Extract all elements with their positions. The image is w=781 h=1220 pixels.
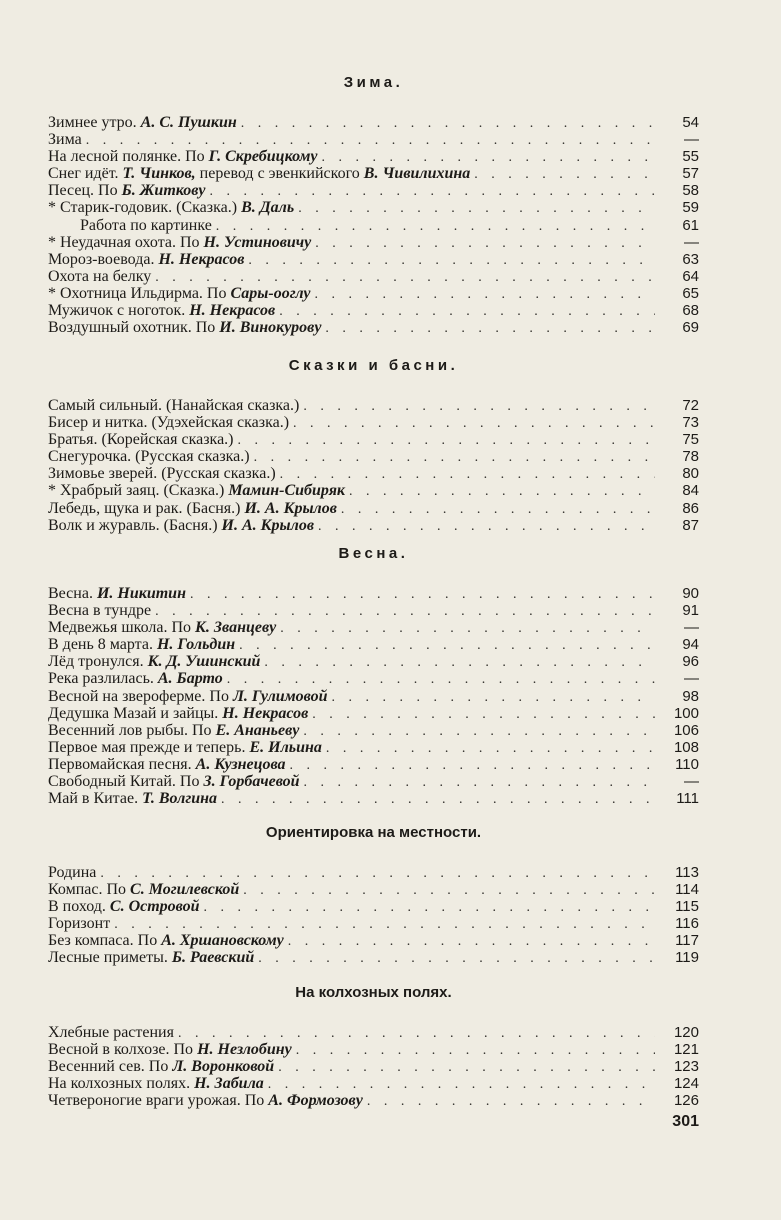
- dot-leader: [86, 132, 655, 149]
- toc-entry: [48, 670, 699, 687]
- entry-page: 110: [675, 755, 699, 773]
- entry-title: [48, 319, 321, 336]
- entry-title: [48, 722, 299, 739]
- entry-title: [48, 482, 345, 499]
- toc-entry: [48, 234, 699, 251]
- entry-text: * Храбрый заяц. (Сказка.): [48, 482, 229, 500]
- entry-title: [48, 1041, 292, 1058]
- entry-text: Лёд тронулся.: [48, 653, 148, 671]
- entry-author: А. Барто: [157, 670, 223, 688]
- entry-page: 57: [682, 165, 699, 183]
- entry-title: [48, 251, 244, 268]
- entry-text: Родина: [48, 864, 97, 881]
- toc-entry: [48, 199, 699, 216]
- dot-leader: [288, 933, 655, 950]
- toc-entry: [48, 1092, 699, 1109]
- dot-leader: [241, 115, 655, 132]
- entry-text: Мороз-воевода.: [48, 250, 159, 268]
- page-number: 301: [672, 1113, 699, 1130]
- entry-page: 94: [682, 636, 699, 654]
- section-tales: [48, 357, 699, 534]
- entry-author: З. Горбачевой: [203, 773, 300, 791]
- dot-leader: [221, 791, 655, 808]
- toc-entry: [48, 881, 699, 898]
- section-heading: Весна.: [338, 545, 409, 562]
- toc-entry: [48, 131, 699, 148]
- entry-title: [48, 448, 250, 465]
- entry-text: Весенний лов рыбы. По: [48, 721, 216, 739]
- entry-author: В. Даль: [241, 199, 295, 217]
- toc-entry: [48, 285, 699, 302]
- entry-author: И. Никитин: [96, 585, 186, 602]
- dot-leader: [254, 449, 655, 466]
- dot-leader: [239, 637, 655, 654]
- entry-title: [48, 585, 186, 602]
- entry-page: 106: [673, 721, 699, 739]
- entry-text: Зимовье зверей. (Русская сказка.): [48, 465, 276, 483]
- entry-page: 55: [682, 148, 699, 166]
- toc-entry: [48, 688, 699, 705]
- entry-text: Четвероногие враги урожая. По: [48, 1092, 269, 1110]
- entry-text: Медвежья школа. По: [48, 619, 196, 637]
- toc-entry: [48, 949, 699, 966]
- dot-leader: [341, 501, 655, 518]
- entry-title: [48, 199, 294, 216]
- entry-text: Волк и журавль. (Басня.): [48, 516, 222, 534]
- section-heading: Ориентировка на местности.: [265, 824, 482, 841]
- entry-title: [48, 949, 254, 966]
- toc-entry: [48, 636, 699, 653]
- toc-entry: [48, 1024, 699, 1041]
- entry-author: Сары-ооглу: [230, 284, 311, 302]
- entry-text: Работа по картинке: [80, 216, 212, 234]
- entry-text: Весенний сев. По: [48, 1058, 173, 1076]
- dot-leader: [178, 1025, 655, 1042]
- entry-text: Лебедь, щука и рак. (Басня.): [48, 499, 245, 517]
- entry-page: —: [684, 131, 699, 149]
- entry-text: Хлебные растения: [48, 1024, 174, 1041]
- entry-title: [48, 431, 234, 448]
- entry-page: 78: [682, 448, 699, 466]
- entry-title: [48, 773, 300, 790]
- entry-text: Самый сильный. (Нанайская сказка.): [48, 397, 300, 414]
- entry-author: Б. Житкову: [121, 182, 206, 200]
- dot-leader: [290, 757, 655, 774]
- entry-author: И. Винокурову: [219, 319, 322, 337]
- toc-entry: [48, 319, 699, 336]
- dot-leader: [318, 518, 655, 535]
- entry-text: Лесные приметы.: [48, 949, 172, 967]
- entry-page: 64: [682, 267, 699, 285]
- dot-leader: [325, 320, 655, 337]
- toc-entry: [48, 465, 699, 482]
- entry-text: В день 8 марта.: [48, 636, 157, 654]
- entry-title: [48, 465, 276, 482]
- entry-page: —: [684, 670, 699, 688]
- dot-leader: [268, 1076, 655, 1093]
- entry-page: 68: [682, 302, 699, 320]
- entry-title: [48, 898, 200, 915]
- toc-entry: [48, 619, 699, 636]
- dot-leader: [312, 706, 655, 723]
- entry-text: * Неудачная охота. По: [48, 233, 204, 251]
- entry-author: С. Островой: [109, 898, 200, 916]
- entry-text: Свободный Китай. По: [48, 773, 204, 791]
- entry-page: 100: [673, 704, 699, 722]
- entry-title: [48, 1075, 264, 1092]
- dot-leader: [190, 586, 655, 603]
- entry-text: Зимнее утро.: [48, 114, 141, 131]
- entry-title: [48, 268, 151, 285]
- dot-leader: [258, 950, 655, 967]
- entry-title: [48, 148, 318, 165]
- dot-leader: [293, 415, 655, 432]
- entry-page: 126: [673, 1092, 699, 1110]
- dot-leader: [326, 740, 655, 757]
- toc-entry: [48, 482, 699, 499]
- entry-author: Н. Незлобину: [197, 1041, 292, 1059]
- entry-text: Весна в тундре: [48, 602, 152, 620]
- entry-page: 115: [675, 898, 699, 916]
- entry-title: [48, 881, 239, 898]
- entry-page: 87: [682, 516, 699, 534]
- entry-page: 96: [682, 653, 699, 671]
- entry-page: 120: [673, 1024, 699, 1041]
- section-winter: [48, 74, 699, 336]
- entry-author: А. С. Пушкин: [140, 114, 237, 131]
- toc-entry: [48, 790, 699, 807]
- dot-leader: [204, 899, 655, 916]
- entry-title: [48, 653, 260, 670]
- toc-entry: [48, 739, 699, 756]
- entry-author: К. Д. Ушинский: [147, 653, 261, 671]
- entry-text: Горизонт: [48, 915, 111, 933]
- entry-page: 61: [682, 216, 699, 234]
- entry-text: Бисер и нитка. (Удэхейская сказка.): [48, 414, 290, 432]
- dot-leader: [298, 200, 655, 217]
- entry-author-2: В. Чивилихина: [363, 165, 471, 183]
- entry-title: [48, 500, 337, 517]
- dot-leader: [278, 1059, 655, 1076]
- toc-entry: [48, 1058, 699, 1075]
- entry-title: [48, 414, 289, 431]
- toc-entry: [48, 431, 699, 448]
- dot-leader: [227, 671, 655, 688]
- entry-text: * Охотница Ильдирма. По: [48, 284, 231, 302]
- entry-page: 108: [673, 738, 699, 756]
- dot-leader: [210, 183, 655, 200]
- dot-leader: [280, 466, 655, 483]
- toc-entry: [48, 397, 699, 414]
- toc-entry: [48, 302, 699, 319]
- dot-leader: [304, 774, 655, 791]
- section-orientation: [48, 824, 699, 967]
- section-heading: Сказки и басни.: [288, 357, 459, 374]
- entry-page: 91: [682, 602, 699, 620]
- entry-title: [48, 114, 237, 131]
- toc-entry: [48, 251, 699, 268]
- entry-page: 111: [676, 790, 699, 808]
- toc-entry: [48, 500, 699, 517]
- entry-title: [48, 932, 284, 949]
- entry-list: [48, 397, 699, 534]
- toc-entry: [48, 585, 699, 602]
- entry-author: И. А. Крылов: [244, 499, 337, 517]
- toc-entry: [48, 114, 699, 131]
- dot-leader: [315, 286, 656, 303]
- entry-author: Мамин-Сибиряк: [228, 482, 346, 500]
- entry-text: Весна.: [48, 585, 97, 602]
- entry-page: 124: [673, 1075, 699, 1093]
- entry-list: [48, 114, 699, 336]
- entry-title: [48, 790, 217, 807]
- entry-title: [48, 302, 275, 319]
- toc-entry: [48, 915, 699, 932]
- dot-leader: [279, 303, 655, 320]
- toc-entry: [48, 217, 699, 234]
- entry-title: [48, 864, 96, 881]
- entry-text: На колхозных полях.: [48, 1075, 195, 1093]
- toc-entry: [48, 268, 699, 285]
- entry-page: 98: [682, 687, 699, 705]
- entry-page: 90: [682, 585, 699, 602]
- entry-page: 59: [682, 199, 699, 217]
- entry-text-cont: перевод с эвенкийского: [195, 165, 364, 183]
- entry-text: Снегурочка. (Русская сказка.): [48, 448, 250, 466]
- dot-leader: [303, 723, 655, 740]
- dot-leader: [315, 235, 655, 252]
- toc-entry: [48, 182, 699, 199]
- entry-author: Б. Раевский: [171, 949, 255, 967]
- entry-author: Н. Устиновичу: [203, 233, 312, 251]
- entry-page: —: [684, 619, 699, 637]
- entry-page: —: [684, 233, 699, 251]
- dot-leader: [114, 916, 655, 933]
- section-heading: На колхозных полях.: [295, 984, 452, 1001]
- entry-page: 84: [682, 482, 699, 500]
- entry-author: Т. Чинков,: [122, 165, 196, 183]
- entry-author: А. Хршановскому: [161, 932, 284, 950]
- entry-title: [48, 517, 314, 534]
- entry-author: И. А. Крылов: [221, 516, 314, 534]
- toc-entry: [48, 165, 699, 182]
- dot-leader: [155, 603, 655, 620]
- toc-entry: [48, 148, 699, 165]
- entry-author: Г. Скребицкому: [208, 148, 318, 166]
- entry-text: Май в Китае.: [48, 790, 143, 808]
- toc-entry: [48, 414, 699, 431]
- entry-author: Н. Некрасов: [189, 302, 276, 320]
- entry-author: А. Кузнецова: [195, 755, 286, 773]
- entry-title: [48, 688, 327, 705]
- entry-page: 69: [682, 319, 699, 337]
- entry-list: [48, 864, 699, 967]
- entry-author: Л. Воронковой: [172, 1058, 275, 1076]
- dot-leader: [322, 149, 655, 166]
- toc-entry: [48, 898, 699, 915]
- entry-title: [48, 636, 235, 653]
- entry-title: [48, 1092, 363, 1109]
- dot-leader: [367, 1093, 655, 1110]
- entry-text: Песец. По: [48, 182, 122, 200]
- entry-author: Е. Ильина: [249, 738, 322, 756]
- entry-page: 73: [682, 414, 699, 432]
- toc-entry: [48, 1075, 699, 1092]
- toc-entry: [48, 602, 699, 619]
- toc-entry: [48, 517, 699, 534]
- entry-page: 121: [673, 1041, 699, 1059]
- entry-author: Н. Некрасов: [158, 250, 245, 268]
- dot-leader: [248, 252, 655, 269]
- toc-entry: [48, 653, 699, 670]
- entry-title: [48, 602, 151, 619]
- entry-title: [48, 182, 206, 199]
- toc-entry: [48, 1041, 699, 1058]
- dot-leader: [296, 1042, 655, 1059]
- entry-page: 123: [673, 1058, 699, 1076]
- entry-text: Весной в колхозе. По: [48, 1041, 198, 1059]
- entry-author: Н. Некрасов: [222, 704, 309, 722]
- entry-page: 80: [682, 465, 699, 483]
- entry-title: [48, 1058, 274, 1075]
- entry-text: Река разлилась.: [48, 670, 158, 688]
- entry-text: Дедушка Мазай и зайцы.: [48, 704, 223, 722]
- dot-leader: [216, 218, 655, 235]
- section-collective-fields: [48, 984, 699, 1109]
- entry-title: [48, 915, 110, 932]
- entry-page: 86: [682, 499, 699, 517]
- toc-entry: [48, 722, 699, 739]
- entry-page: 113: [675, 864, 699, 881]
- entry-title: [48, 397, 299, 414]
- entry-title: [48, 234, 311, 251]
- entry-page: 58: [682, 182, 699, 200]
- entry-page: —: [684, 773, 699, 791]
- entry-page: 54: [682, 114, 699, 131]
- dot-leader: [100, 865, 655, 882]
- entry-page: 65: [682, 284, 699, 302]
- entry-title: [48, 165, 470, 182]
- entry-title: [48, 756, 286, 773]
- entry-title: [48, 217, 212, 234]
- dot-leader: [303, 398, 655, 415]
- entry-text: Первомайская песня.: [48, 755, 196, 773]
- entry-author: Т. Волгина: [142, 790, 218, 808]
- entry-list: [48, 585, 699, 807]
- entry-text: На лесной полянке. По: [48, 148, 209, 166]
- entry-text: Первое мая прежде и теперь.: [48, 738, 250, 756]
- entry-text: Весной на звероферме. По: [48, 687, 233, 705]
- dot-leader: [264, 654, 655, 671]
- entry-text: Охота на белку: [48, 267, 152, 285]
- entry-text: Братья. (Корейская сказка.): [48, 431, 234, 449]
- toc-entry: [48, 773, 699, 790]
- entry-title: [48, 739, 322, 756]
- entry-text: * Старик-годовик. (Сказка.): [48, 199, 242, 217]
- entry-author: Е. Ананьеву: [215, 721, 300, 739]
- entry-text: Без компаса. По: [48, 932, 162, 950]
- entry-title: [48, 1024, 174, 1041]
- section-spring: [48, 545, 699, 807]
- toc-entry: [48, 448, 699, 465]
- entry-title: [48, 670, 223, 687]
- entry-page: 72: [682, 397, 699, 414]
- toc-entry: [48, 932, 699, 949]
- entry-page: 114: [675, 881, 699, 899]
- toc-entry: [48, 705, 699, 722]
- entry-title: [48, 619, 276, 636]
- dot-leader: [155, 269, 655, 286]
- entry-list: [48, 1024, 699, 1109]
- entry-page: 116: [675, 915, 699, 933]
- entry-text: В поход.: [48, 898, 110, 916]
- dot-leader: [474, 166, 655, 183]
- entry-text: Воздушный охотник. По: [48, 319, 220, 337]
- entry-text: Снег идёт.: [48, 165, 123, 183]
- dot-leader: [243, 882, 655, 899]
- entry-author: А. Формозову: [268, 1092, 363, 1110]
- entry-text: Зима: [48, 131, 82, 149]
- toc-entry: [48, 756, 699, 773]
- entry-text: Мужичок с ноготок.: [48, 302, 190, 320]
- entry-title: [48, 131, 82, 148]
- entry-page: 75: [682, 431, 699, 449]
- entry-page: 117: [675, 932, 699, 950]
- entry-text: Компас. По: [48, 881, 131, 899]
- entry-author: С. Могилевской: [130, 881, 240, 899]
- entry-author: Л. Гулимовой: [232, 687, 328, 705]
- entry-author: Н. Забила: [194, 1075, 264, 1093]
- entry-page: 119: [675, 949, 699, 967]
- entry-author: Н. Гольдин: [156, 636, 236, 654]
- toc-entry: [48, 864, 699, 881]
- dot-leader: [331, 689, 655, 706]
- entry-author: К. Званцеву: [195, 619, 277, 637]
- dot-leader: [280, 620, 655, 637]
- entry-title: [48, 705, 308, 722]
- entry-title: [48, 285, 311, 302]
- dot-leader: [349, 483, 655, 500]
- dot-leader: [238, 432, 656, 449]
- entry-page: 63: [682, 250, 699, 268]
- section-heading: Зима.: [343, 74, 404, 91]
